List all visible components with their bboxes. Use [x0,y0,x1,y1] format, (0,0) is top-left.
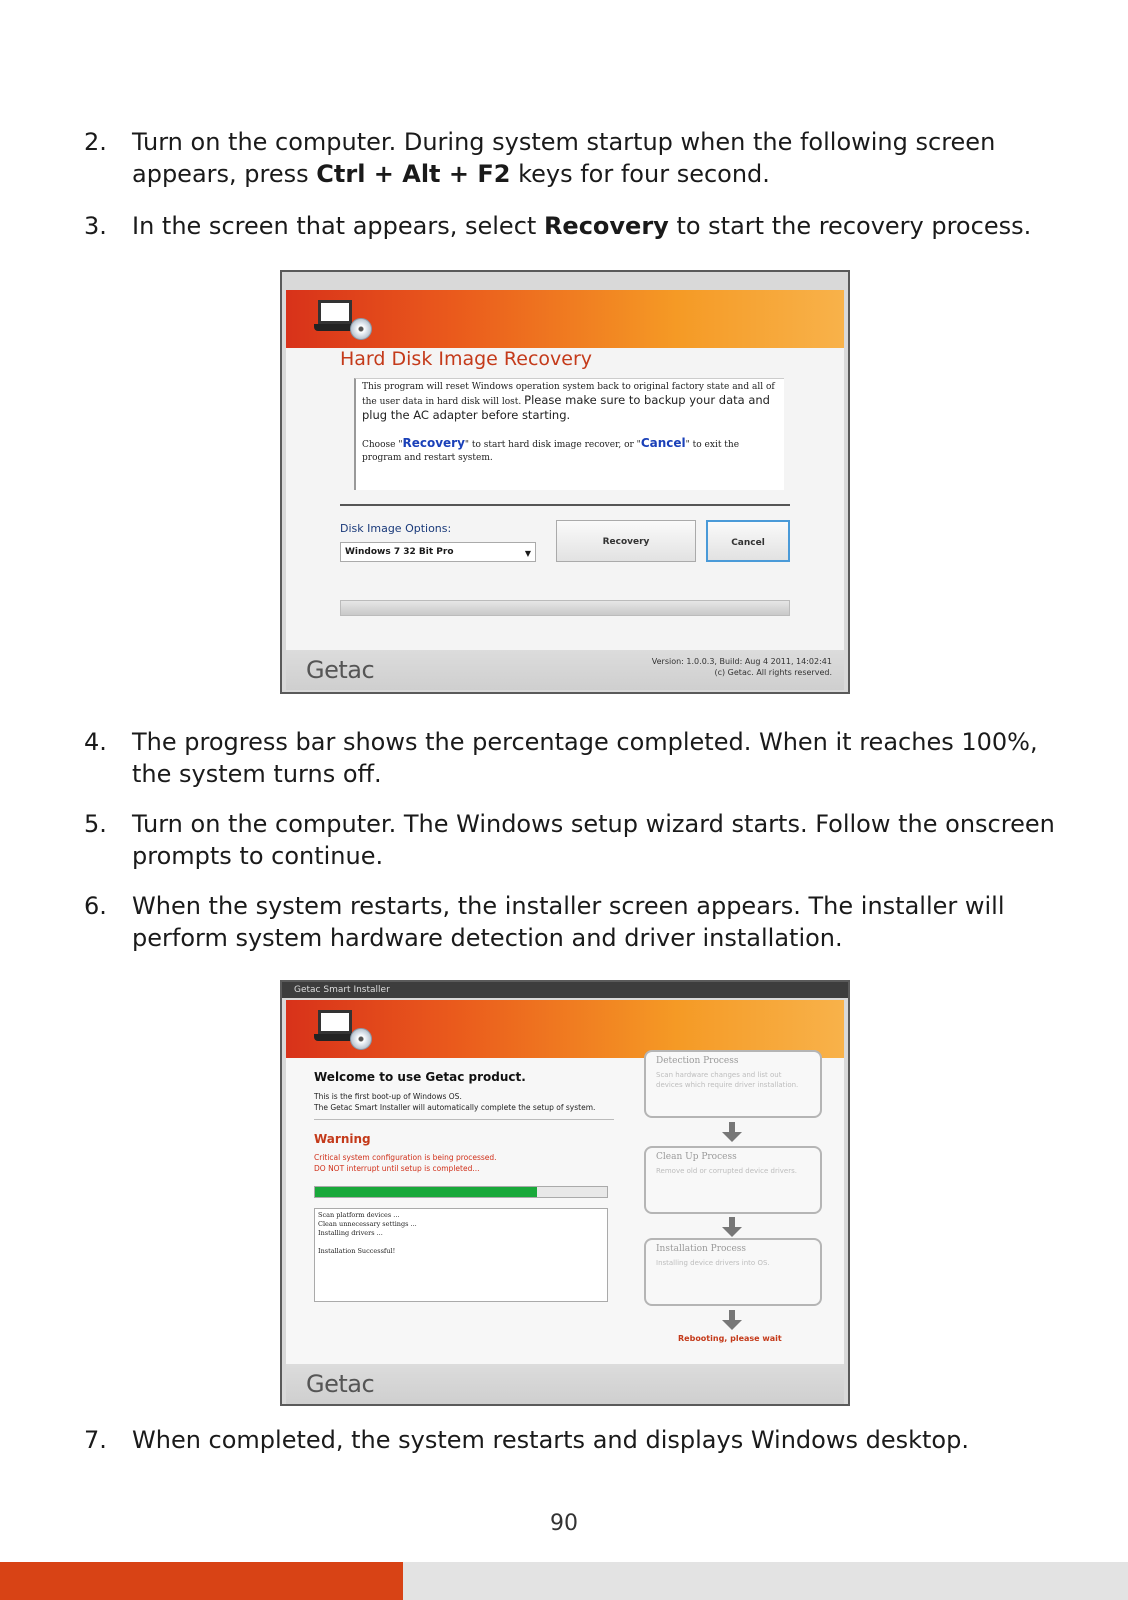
key-ctrl: Ctrl [316,160,366,188]
log-line: Installation Successful! [318,1247,396,1255]
getac-logo: Getac [306,656,375,684]
key-alt: Alt [402,160,441,188]
welcome-text: This is the first boot-up of Windows OS. The Getac Smart Installer will automatically complete the setup of system. [314,1092,596,1112]
step-text: When completed, the system restarts and displays Windows desktop. [132,1426,969,1454]
laptop-disc-icon [314,300,356,332]
recovery-button[interactable]: Recovery [556,520,696,562]
warning-heading: Warning [314,1132,371,1146]
warning-text: Critical system configuration is being processed. DO NOT interrupt until setup is completed... [314,1153,497,1173]
recovery-keyword: Recovery [543,212,669,240]
detection-process-box: Detection Process Scan hardware changes and list out devices which require driver installation. [644,1050,822,1118]
recovery-screenshot [280,270,850,694]
footer-bar [286,650,844,690]
footer-gray-bar [403,1562,1128,1600]
recovery-panel [286,348,844,650]
arrow-down-icon [722,1217,742,1237]
step-number: 3. [84,212,107,240]
log-line: Clean unnecessary settings ... [318,1220,417,1228]
log-line: Installing drivers ... [318,1229,383,1237]
install-progress-fill [315,1187,537,1197]
disk-image-options-label: Disk Image Options: [340,522,452,535]
step-number: 7. [84,1426,107,1454]
step-number: 2. [84,128,107,156]
step-text: The progress bar shows the percentage completed. When it reaches 100%, the system turns off. [132,728,1038,788]
install-log [314,1208,608,1302]
recovery-title: Hard Disk Image Recovery [340,348,593,370]
footer-accent-bar [0,1562,403,1600]
log-line: Scan platform devices ... [318,1211,400,1219]
dropdown-arrow-icon: ▼ [524,549,531,558]
window-title: Getac Smart Installer [282,982,848,998]
header-banner [286,290,844,348]
installer-screenshot [280,980,850,1406]
cleanup-process-box: Clean Up Process Remove old or corrupted device drivers. [644,1146,822,1214]
arrow-down-icon [722,1310,742,1330]
divider [314,1119,614,1120]
welcome-heading: Welcome to use Getac product. [314,1070,526,1084]
installation-process-box: Installation Process Installing device drivers into OS. [644,1238,822,1306]
divider [340,504,790,506]
recovery-progress-bar [340,600,790,616]
installer-panel [286,1058,844,1364]
step-text: In the screen that appears, select Recovery to start the recovery process. [132,212,1032,240]
version-info: Version: 1.0.0.3, Build: Aug 4 2011, 14:02:41 (c) Getac. All rights reserved. [651,657,832,677]
recovery-message: This program will reset Windows operation system back to original factory state and all of the user data in hard disk will lost. Please make sure to backup your data and plug the AC adapter before starting. Choose "Recovery" to start hard disk image recover, or "Cancel" to exit the program and restart system. [354,378,784,490]
arrow-down-icon [722,1122,742,1142]
step-number: 6. [84,892,107,920]
step-text: Turn on the computer. During system startup when the following screen appears, press Ctrl + Alt + F2 keys for four second. [132,128,996,188]
page-number: 90 [550,1511,578,1536]
install-progress-bar [314,1186,608,1198]
key-f2: F2 [477,160,511,188]
log-line [318,1238,604,1247]
cancel-button[interactable]: Cancel [706,520,790,562]
footer-bar [286,1364,844,1404]
disk-image-select[interactable]: Windows 7 32 Bit Pro ▼ [340,542,536,562]
step-text: Turn on the computer. The Windows setup wizard starts. Follow the onscreen prompts to continue. [132,810,1055,870]
step-number: 4. [84,728,107,756]
getac-logo: Getac [306,1370,375,1398]
rebooting-status: Rebooting, please wait [678,1334,782,1343]
laptop-disc-icon [314,1010,356,1042]
step-number: 5. [84,810,107,838]
step-text: When the system restarts, the installer screen appears. The installer will perform system hardware detection and driver installation. [132,892,1005,952]
